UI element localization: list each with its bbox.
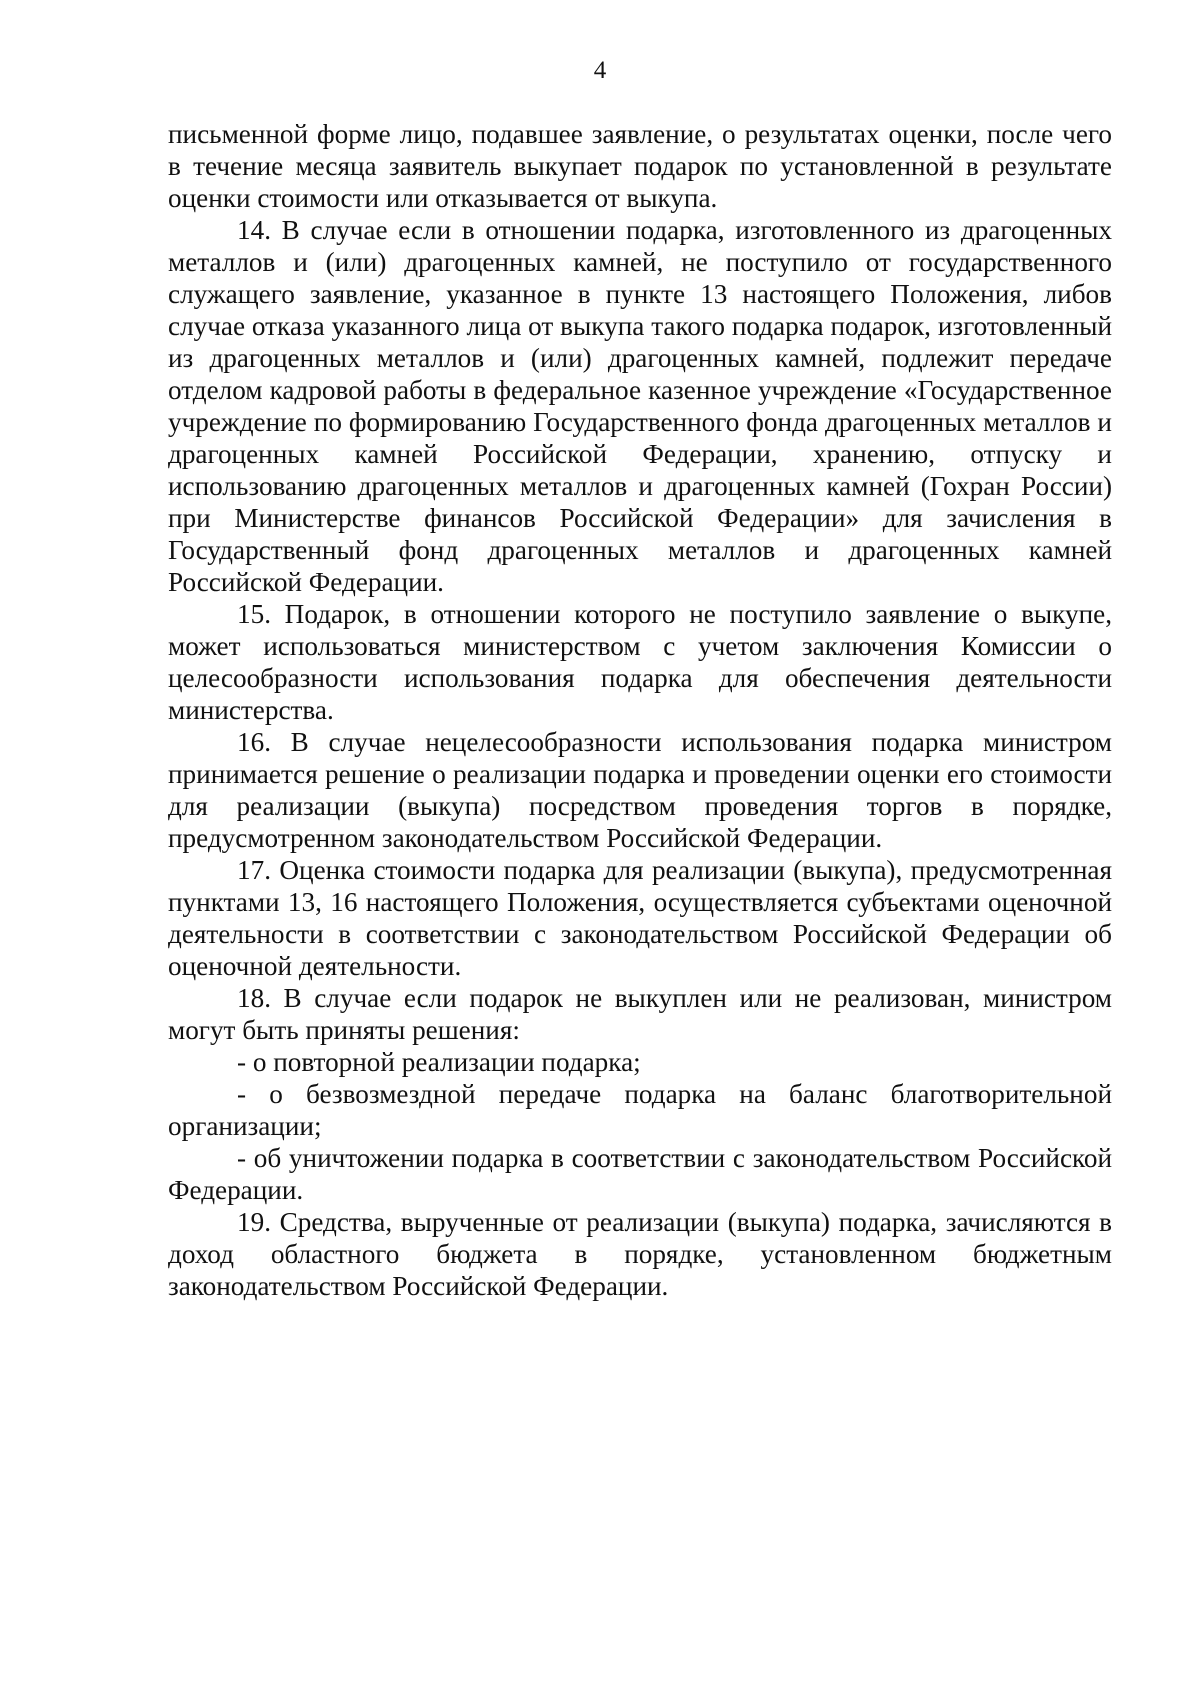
- list-item-destruction: - об уничтожении подарка в соответствии с законодательством Российской Федерации.: [168, 1143, 1112, 1205]
- paragraph-continuation: письменной форме лицо, подавшее заявление, о результатах оценки, после чего в течение месяца заявитель выкупает подарок по установленной в результате оценки стоимости или отказывается от выкупа.: [168, 119, 1112, 213]
- paragraph-14: 14. В случае если в отношении подарка, изготовленного из драгоценных металлов и (или) драгоценных камней, не поступило от государственного служащего заявление, указанное в пункте 13 настоящего Положения, либов случае отказа указанного лица от выкупа такого подарка подарок, изготовленный из драгоценных металлов и (или) драгоценных камней, подлежит передаче отделом кадровой работы в федеральное казенное учреждение «Государственное учреждение по формированию Государственного фонда драгоценных металлов и драгоценных камней Российской Федерации, хранению, отпуску и использованию драгоценных металлов и драгоценных камней (Гохран России) при Министерстве финансов Российской Федерации» для зачисления в Государственный фонд драгоценных металлов и драгоценных камней Российской Федерации.: [168, 215, 1112, 597]
- paragraph-17: 17. Оценка стоимости подарка для реализации (выкупа), предусмотренная пунктами 13, 16 настоящего Положения, осуществляется субъектами оценочной деятельности в соответствии с законодательством Российской Федерации об оценочной деятельности.: [168, 855, 1112, 981]
- paragraph-16: 16. В случае нецелесообразности использования подарка министром принимается решение о реализации подарка и проведении оценки его стоимости для реализации (выкупа) посредством проведения торгов в порядке, предусмотренном законодательством Российской Федерации.: [168, 727, 1112, 853]
- list-item-resale: - о повторной реализации подарка;: [237, 1047, 641, 1077]
- document-body: [168, 118, 1112, 1302]
- paragraph-18: 18. В случае если подарок не выкуплен или не реализован, министром могут быть приняты решения:: [168, 983, 1112, 1045]
- paragraph-15: 15. Подарок, в отношении которого не поступило заявление о выкупе, может использоваться министерством с учетом заключения Комиссии о целесообразности использования подарка для обеспечения деятельности министерства.: [168, 599, 1112, 725]
- page-number: 4: [593, 57, 607, 84]
- paragraph-19: 19. Средства, вырученные от реализации (выкупа) подарка, зачисляются в доход областного бюджета в порядке, установленном бюджетным законодательством Российской Федерации.: [168, 1207, 1112, 1301]
- list-item-transfer-charity: - о безвозмездной передаче подарка на баланс благотворительной организации;: [168, 1079, 1112, 1141]
